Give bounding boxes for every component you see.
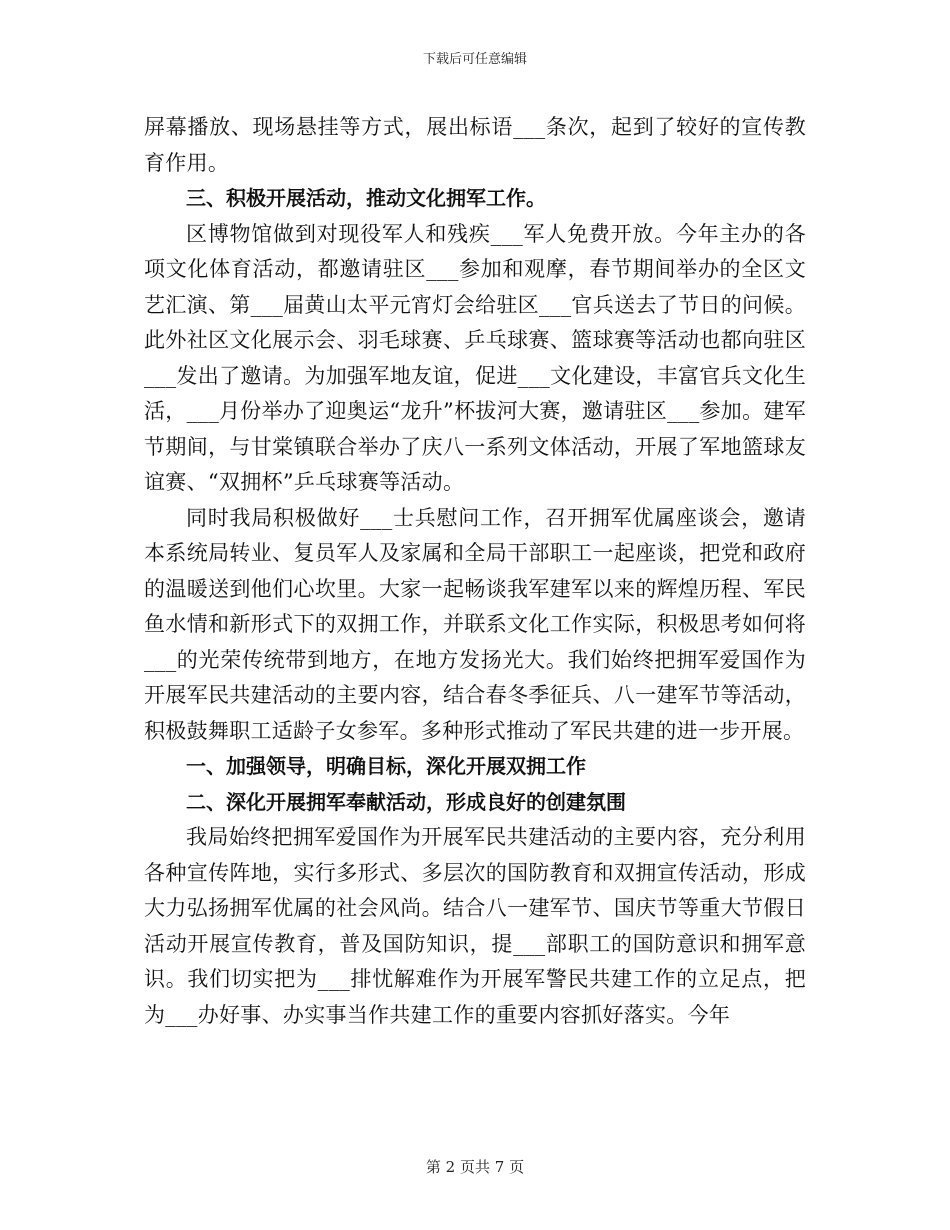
paragraph-continuation: 屏幕播放、现场悬挂等方式，展出标语___条次，起到了较好的宣传教育作用。 xyxy=(144,115,806,175)
section-heading-3: 三、积极开展活动，推动文化拥军工作。 xyxy=(186,186,546,210)
page-header: 下载后可任意编辑 xyxy=(422,52,527,67)
section-heading-1: 一、加强领导，明确目标，深化开展双拥工作 xyxy=(186,754,586,778)
section-heading-2: 二、深化开展拥军奉献活动，形成良好的创建氛围 xyxy=(186,789,626,814)
paragraph-propaganda: 我局始终把拥军爱国作为开展军民共建活动的主要内容，充分利用各种宣传阵地，实行多形式、多层次的国防教育和双拥宣传活动，形成大力弘扬拥军优属的社会风尚。结合八一建军节、国庆节等重大节假日活动开展宣传教育，普及国防知识，提___部职工的国防意识和拥军意识。我们切实把为___排忧解难作为开展军警民共建工作的立足点，把为___办好事、办实事当作共建工作的重要内容抓好落实。今年 xyxy=(144,825,806,1027)
paragraph-museum-activities: 区博物馆做到对现役军人和残疾___军人免费开放。今年主办的各项文化体育活动，都邀请驻区___参加和观摩，春节期间举办的全区文艺汇演、第___届黄山太平元宵灯会给驻区___官兵送去了节日的问候。此外社区文化展示会、羽毛球赛、乒乓球赛、篮球赛等活动也都向驻区___发出了邀请。为加强军地友谊，促进___文化建设，丰富官兵文化生活，___月份举办了迎奥运“龙升”杯拔河大赛，邀请驻区___参加。建军节期间，与甘棠镇联合举办了庆八一系列文体活动，开展了军地篮球友谊赛、“双拥杯”乒乓球赛等活动。 xyxy=(144,221,806,494)
document-body xyxy=(144,110,806,1033)
paragraph-soldier-visits: 同时我局积极做好___士兵慰问工作，召开拥军优属座谈会，邀请本系统局转业、复员军人及家属和全局干部职工一起座谈，把党和政府的温暖送到他们心坎里。大家一起畅谈我军建军以来的辉煌历程、军民鱼水情和新形式下的双拥工作，并联系文化工作实际，积极思考如何将___的光荣传统带到地方，在地方发扬光大。我们始终把拥军爱国作为开展军民共建活动的主要内容，结合春冬季征兵、八一建军节等活动，积极鼓舞职工适龄子女参军。多种形式推动了军民共建的进一步开展。 xyxy=(144,505,806,743)
page-footer: 第 2 页共 7 页 xyxy=(425,1158,525,1176)
